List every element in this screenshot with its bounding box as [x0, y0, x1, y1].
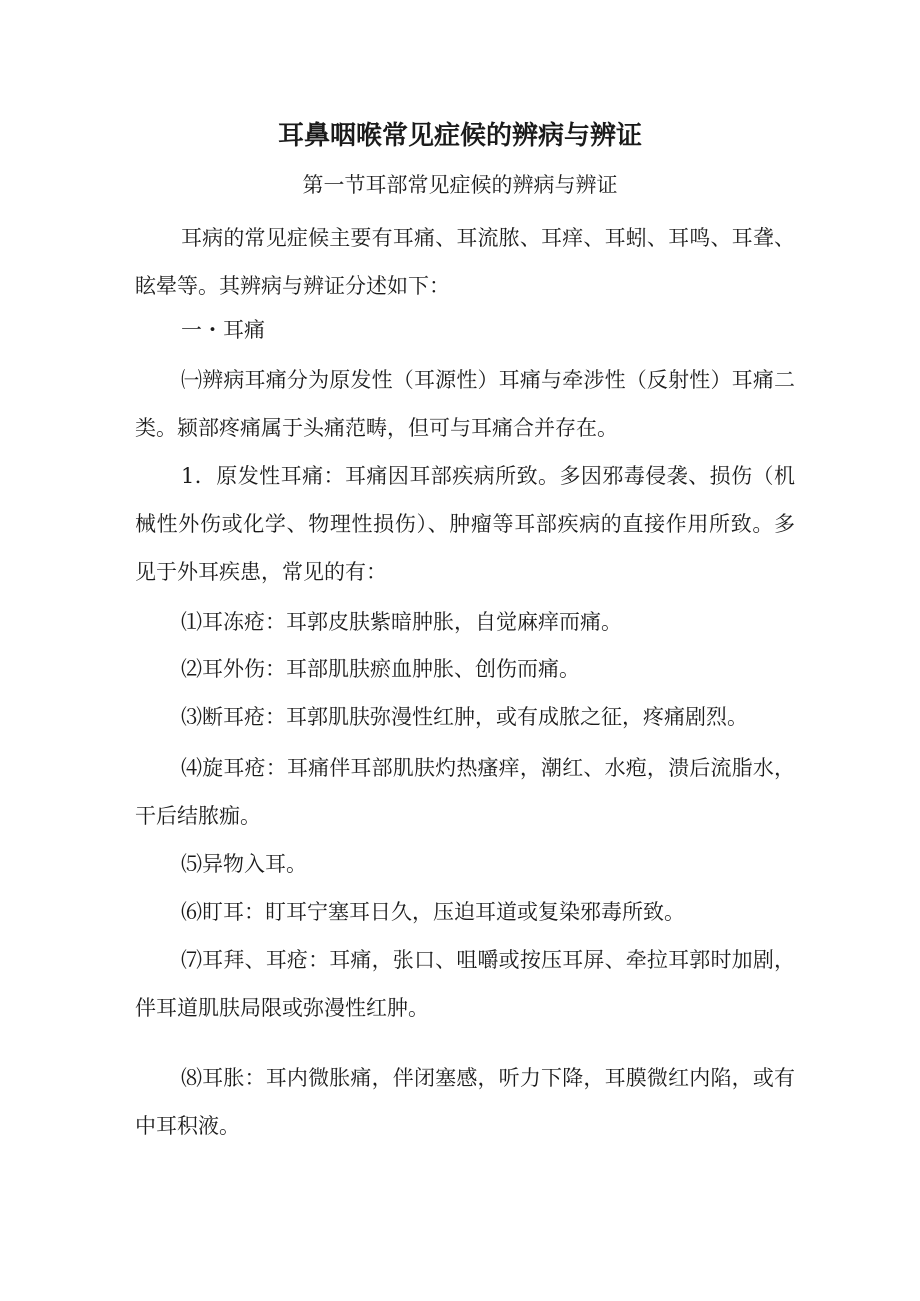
list-item: ⑵耳外伤：耳部肌肤瘀血肿胀、创伤而痛。: [181, 657, 580, 681]
heading-ear-pain: 一・耳痛: [181, 318, 265, 342]
document-title: 耳鼻咽喉常见症候的辨病与辨证: [277, 121, 642, 151]
list-item: ⑸异物入耳。: [181, 852, 307, 876]
list-item: ⑹盯耳：盯耳宁塞耳日久，压迫耳道或复染邪毒所致。: [181, 900, 685, 924]
intro-paragraph: 耳病的常见症候主要有耳痛、耳流脓、耳痒、耳蚓、耳鸣、耳聋、眩晕等。其辨病与辨证分述如下：: [135, 226, 795, 298]
list-item: ⑶断耳疮：耳郭肌肤弥漫性红肿，或有成脓之征，疼痛剧烈。: [181, 705, 748, 729]
numbered-paragraph: 1．原发性耳痛：耳痛因耳部疾病所致。多因邪毒侵袭、损伤（机械性外伤或化学、物理性损伤）、肿瘤等耳部疾病的直接作用所致。多见于外耳疾患，常见的有：: [135, 464, 795, 584]
list-item: ⑴耳冻疮：耳郭皮肤紫暗肿胀，自觉麻痒而痛。: [181, 610, 622, 634]
list-item: ⑻耳胀：耳内微胀痛，伴闭塞感，听力下降，耳膜微红内陷，或有中耳积液。: [135, 1066, 795, 1138]
list-item: ⑺耳拜、耳疮：耳痛，张口、咀嚼或按压耳屏、牵拉耳郭时加剧，伴耳道肌肤局限或弥漫性红肿。: [135, 948, 795, 1020]
section-title: 第一节耳部常见症候的辨病与辨证: [302, 173, 618, 197]
subsection-paragraph: ㈠辨病耳痛分为原发性（耳源性）耳痛与牵涉性（反射性）耳痛二类。颍部疼痛属于头痛范畴，但可与耳痛合并存在。: [135, 368, 795, 440]
list-item: ⑷旋耳疮：耳痛伴耳部肌肤灼热瘙痒，潮红、水疱，溃后流脂水，干后结脓痂。: [135, 756, 795, 828]
